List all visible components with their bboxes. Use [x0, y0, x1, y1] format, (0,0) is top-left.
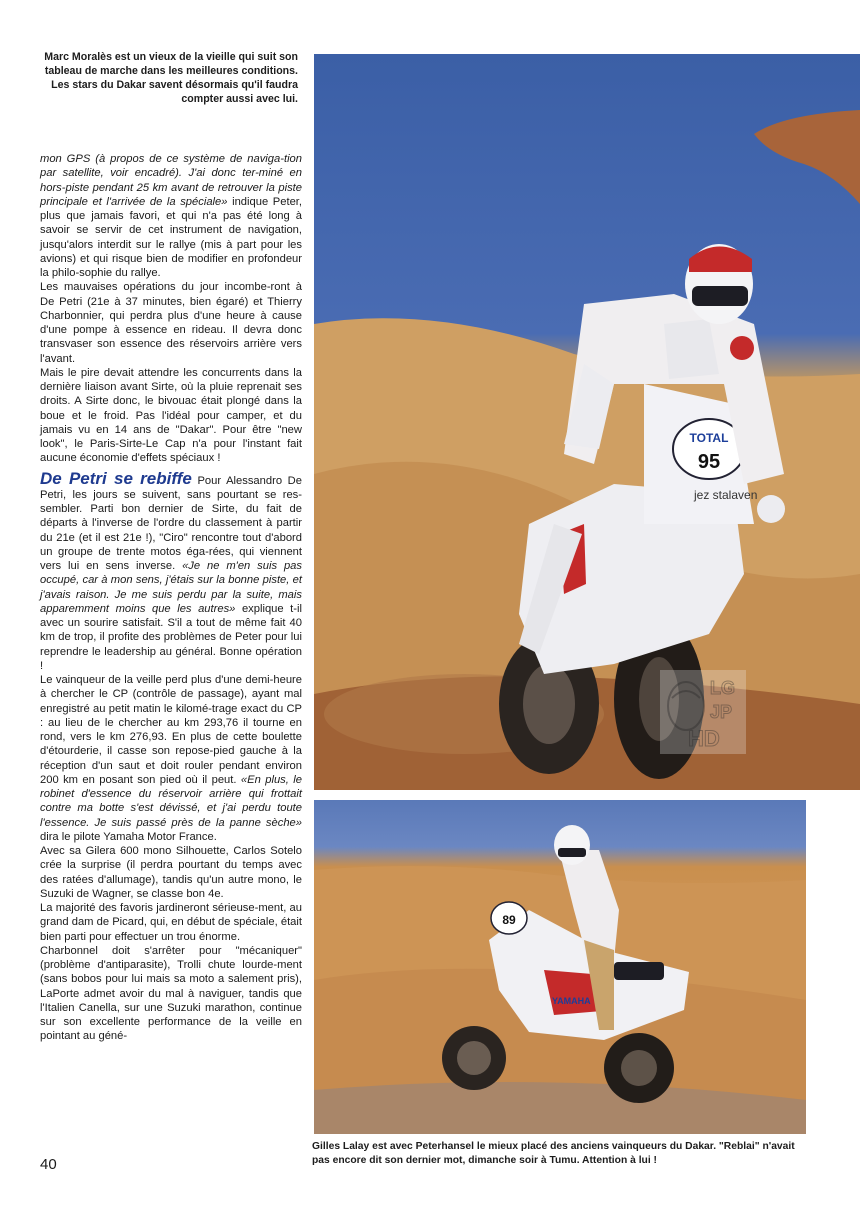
section-heading: De Petri se rebiffe — [40, 468, 192, 488]
plate-number-2: 89 — [502, 913, 516, 927]
photo-rider-89 — [314, 800, 806, 1134]
photo-rider-95 — [314, 54, 860, 790]
paragraph-5 — [40, 673, 302, 844]
paragraph-6: Avec sa Gilera 600 mono Silhouette, Carlos Sotelo crée la surprise (il perdra pourtant du temps avec des ratées d'allumage), tandis qu'un autre mono, le Suzuki de Wagner, se classe bon 4e. — [40, 845, 302, 900]
paragraph-2: Les mauvaises opérations du jour incombe-ront à De Petri (21e à 37 minutes, bien égaré) et Thierry Charbonnier, qui perdra plus d'une heure à cause d'une pompe à essence en rideau. Il devra donc transvaser son essence des réservoirs arrière vers l'avant. — [40, 281, 302, 365]
photo-rider-95-drawing — [314, 54, 860, 790]
watermark-drawing — [660, 670, 746, 754]
paragraph-1 — [40, 152, 302, 280]
plate-number: 95 — [697, 451, 721, 473]
paragraph-5-b: dira le pilote Yamaha Motor France. — [40, 830, 217, 843]
photo-rider-89-drawing — [314, 800, 806, 1134]
paragraph-7: La majorité des favoris jardineront sérieuse-ment, au grand dam de Picard, qui, en début de spéciale, était bien parti pour effectuer un trou énorme. — [40, 902, 302, 943]
quote-3: «En plus, le robinet d'essence du réservoir arrière qui frottait contre ma botte s'est dévissé, et j'ai perdu toute l'essence. Je suis passé près de la panne sèche» — [40, 773, 302, 829]
watermark-line3: HD — [688, 726, 720, 751]
watermark-line1: LG — [710, 678, 735, 698]
plate-brand: TOTAL — [689, 431, 729, 445]
fairing-text: jez stalaven — [694, 488, 758, 502]
paragraph-4-b: explique t-il avec un sourire satisfait. S'il a tout de même fait 40 km de trop, il profite des problèmes de Peter pour lui reprendre le leadership au général. Bonne opération ! — [40, 602, 302, 672]
paragraph-1-rest: indique Peter, plus que jamais favori, et qui n'a pas été long à savoir se servir de cet instrument de navigation, jusqu'alors interdit sur le rallye (mis à part pour les avions) et qui risque bien de modifier en profondeur la philo-sophie du rallye. — [40, 195, 303, 279]
fairing-text-2: YAMAHA — [552, 996, 591, 1006]
quote-1: mon GPS (à propos de ce système de naviga-tion par satellite, voir encadré). J'ai donc ter-miné en hors-piste pendant 25 km avant de retrouver la piste principale et l'arrivée de la spéciale» — [40, 153, 302, 208]
caption-bottom: Gilles Lalay est avec Peterhansel le mieux placé des anciens vainqueurs du Dakar. "Reblai" n'avait pas encore dit son dernier mot, dimanche soir à Tumu. Attention à lui ! — [312, 1141, 795, 1166]
paragraph-4 — [40, 468, 302, 674]
watermark-logo — [660, 670, 746, 754]
page-number: 40 — [40, 1156, 57, 1173]
paragraph-5-a: Le vainqueur de la veille perd plus d'une demi-heure à chercher le CP (contrôle de passage), ayant mal enregistré au petit matin le kilomé-trage exact du CP : au lieu de le chercher au km 293,76 il tourne en rond, vers le km 276,93. En plus de cette boulette d'étourderie, il casse son repose-pied gauche à la réception d'un saut et doit rouler pendant environ 200 km en posant son pied où il peut. — [40, 674, 302, 786]
paragraph-8: Charbonnel doit s'arrêter pour "mécaniquer" (problème d'antiparasite), Trolli chute lourde-ment (sans bobos pour lui mais sa moto a salement pris), LaPorte admet avoir du mal à naviguer, tandis que l'Italien Canella, sur une Suzuki marathon, continue sur son excellente performance de la veille en pointant au géné- — [40, 944, 302, 1043]
article-column — [40, 152, 302, 1044]
watermark-line2: JP — [710, 702, 733, 722]
quote-2: «Je ne m'en suis pas occupé, car à mon sens, j'étais sur la bonne piste, et j'avais raison. Je me suis perdu par la suite, mais apparemment moins que les autres» — [40, 560, 302, 615]
caption-top: Marc Moralès est un vieux de la vieille qui suit son tableau de marche dans les meilleures conditions. Les stars du Dakar savent désormais qu'il faudra compter aussi avec lui. — [44, 51, 298, 105]
paragraph-3: Mais le pire devait attendre les concurrents dans la dernière liaison avant Sirte, où la pluie reprenait ses droits. A Sirte donc, le bivouac était plongé dans la boue et le froid. Pas l'idéal pour camper, et du jamais vu en 14 ans de "Dakar". Pour être "new look", le Paris-Sirte-Le Cap n'a pour l'instant fait aucune économie d'effets spéciaux ! — [40, 366, 302, 465]
paragraph-4-a: Pour Alessandro De Petri, les jours se suivent, sans pourtant se res-sembler. Parti bon dernier de Sirte, du fait de départs à l'inverse de l'ordre du classement à partir du 21e (et il est 21e !), "Ciro" rencontre tout d'abord un groupe de trente motos éga-rées, qui viennent vers lui en sens inverse. — [40, 474, 302, 572]
